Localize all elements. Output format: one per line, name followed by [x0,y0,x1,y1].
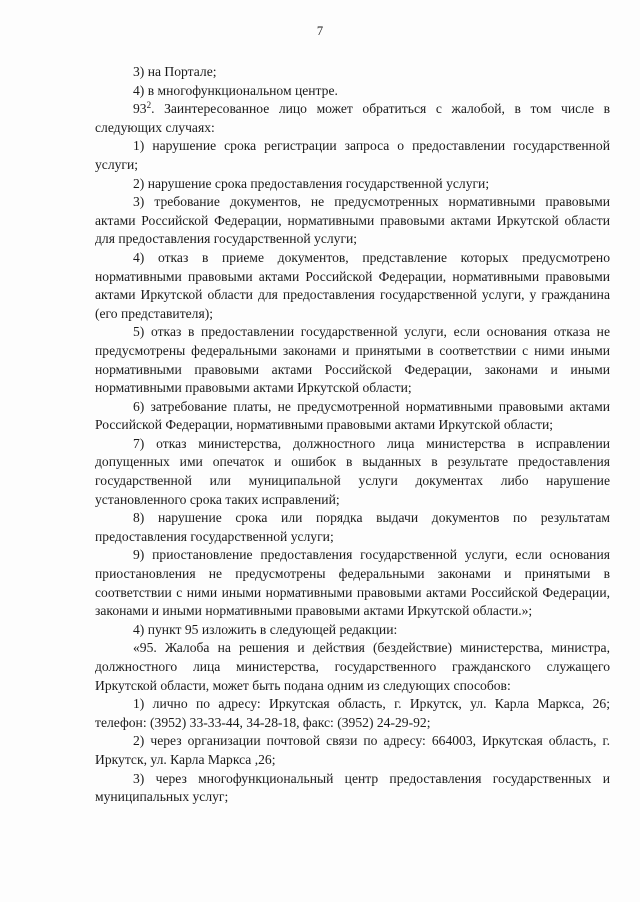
item-text: требование документов, не предусмотренных нормативными правовыми актами Российской Федерации, нормативными правовыми актами Иркутской области для предоставления государственной услуги; [95,194,610,247]
item-text: приостановление предоставления государственной услуги, если основания приостановления не предусмотрены федеральными законами и принятыми в соответствии с ними иными нормативными правовыми актами Российской Федерации, законами и иными нормативными правовыми актами Иркутской области.»; [95,547,610,619]
item-text: отказ в предоставлении государственной услуги, если основания отказа не предусмотрены федеральными законами и принятыми в соответствии с ними иными нормативными правовыми актами Российской Федерации, законами и иными нормативными правовыми актами Иркутской области; [95,324,610,396]
paragraph-93-2 [95,100,610,137]
list-item-2 [95,175,610,194]
item-text: через многофункциональный центр предоставления государственных и муниципальных услуг; [95,770,610,805]
item-number: 9) [133,547,145,563]
list-item-7 [95,435,610,509]
item-text: 2) нарушение срока предоставления государственной услуги; [133,175,490,191]
list-item-1 [95,137,610,174]
item-number: 3) [133,194,145,210]
item-text: отказ в приеме документов, представление которых предусмотрено нормативными правовыми актами Российской Федерации, нормативными правовыми актами Иркутской области для предоставления государственной услуги, у гражданина (его представителя); [95,249,610,321]
item-number: 5) [133,324,145,340]
list-item-3 [95,193,610,249]
paragraph-portal [95,63,610,82]
amendment-4 [95,621,610,640]
item-text: лично по адресу: Иркутская область, г. Иркутск, ул. Карла Маркса, 26; телефон: (3952) 33-33-44, 34-28-18, факс: (3952) 24-29-92; [95,696,610,730]
document-body [95,63,610,807]
method-1 [95,695,610,732]
clause-number: 93 [133,101,147,117]
paragraph-text: . Заинтересованное лицо может обратиться с жалобой, в том числе в следующих случаях: [95,101,610,135]
page-number: 7 [316,24,324,38]
item-number: 3) [133,770,145,786]
item-text: затребование платы, не предусмотренной нормативными правовыми актами Российской Федерации, нормативными правовыми актами Иркутской области; [95,398,611,433]
paragraph-95 [95,639,610,695]
item-text: 4) пункт 95 изложить в следующей редакции: [133,621,398,637]
item-number: 6) [133,398,145,414]
paragraph-text: 3) на Портале; [133,64,217,79]
paragraph-text: 4) в многофункциональном центре. [133,82,338,98]
item-text: через организации почтовой связи по адресу: 664003, Иркутская область, г. Иркутск, ул. Карла Маркса ,26; [95,733,610,767]
list-item-6 [95,398,610,435]
item-number: 8) [133,510,145,526]
clause-number: «95. [133,640,157,656]
item-number: 1) [133,138,145,154]
method-2 [95,732,610,769]
item-text: нарушение срока регистрации запроса о предоставлении государственной услуги; [95,138,610,172]
item-number: 1) [133,696,145,712]
clause-superscript: 2 [146,100,152,111]
paragraph-mfc [95,82,610,101]
item-number: 4) [133,249,145,265]
list-item-9 [95,546,610,620]
method-3 [95,770,610,807]
item-number: 7) [133,435,145,451]
paragraph-text: Жалоба на решения и действия (бездействие) министерства, министра, должностного лица министерства, государственного гражданского служащего Иркутской области, может быть подана одним из следующих способов: [95,640,610,693]
list-item-5 [95,323,610,397]
item-text: отказ министерства, должностного лица министерства в исправлении допущенных ими опечаток и ошибок в выданных в результате предоставления государственной или муниципальной услуги документах либо нарушение установленного срока таких исправлений; [95,435,610,507]
item-number: 2) [133,733,145,749]
item-text: нарушение срока или порядка выдачи документов по результатам предоставления государственной услуги; [95,510,610,544]
list-item-4 [95,249,610,323]
list-item-8 [95,509,610,546]
